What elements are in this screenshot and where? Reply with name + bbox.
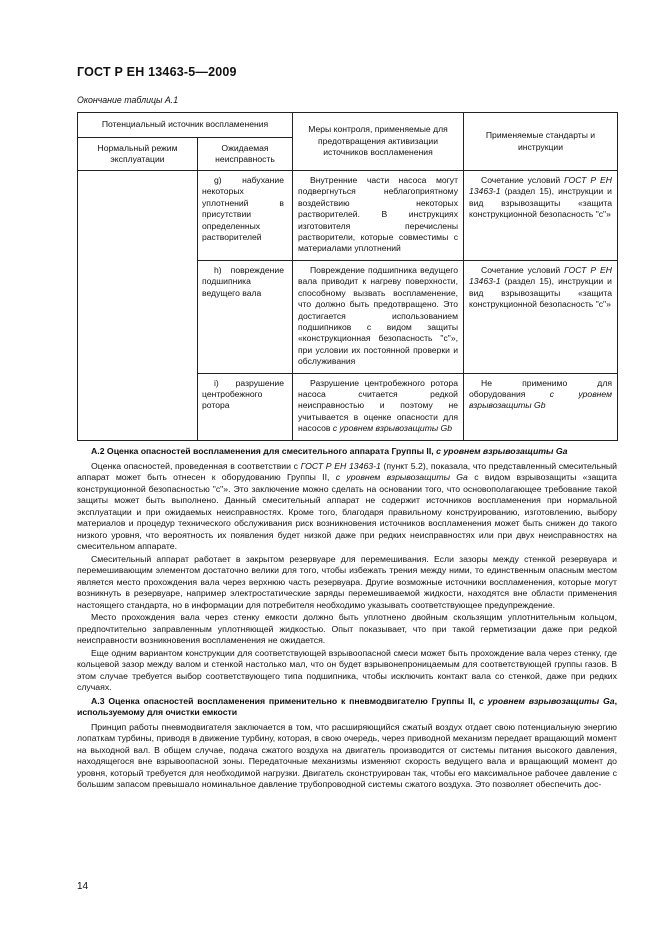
document-header: ГОСТ Р ЕН 13463-5—2009	[77, 65, 237, 79]
paragraph: Принцип работы пневмодвигателя заключается в том, что расширяющийся сжатый воздух отдает свою потенциальную энергию лопаткам турбины, приводя в движение турбину, которая, в свою очередь, через приводной механизм передает вращающий момент на выходной вал. В общем случае, подача сжатого воздуха на двигатель производится от системы питания высокого давления, находящегося вне взрывоопасной зоны. Передаточные механизмы изменяют скорость ведущего вала и вращающий момент до уровня, который требуется для необходимой нагрузки. Двигатель сконструирован так, чтобы его максимальное рабочее давление с большим запасом превышало номинальное давление трубопроводной системы сжатого воздуха. Это позволяет обеспечить дос-	[77, 721, 617, 789]
paragraph-text: с видом взрывозащиты «защита конструкционной безопасностью "с"». Это заключение можно сделать на основании того, что основополагающее требование такой защиты может быть выполнено. Данный смесительный аппарат не содержит источников воспламенения при нормальной эксплуатации и при ожидаемых неисправностях. Кроме того, благодаря правильному конструированию, изготовлению, выбору материалов и процедур технического обслуживания риск возникновения источников воспламенения может быть снижен до такого низкого уровня, что вероятность их появления будет низкой даже при редких неисправностях или при двух неисправностях на смесительном аппарате.	[77, 472, 617, 551]
standards-text: (раздел 15), инструкции и вид взрывозащиты «защита конструкционной безопасность "c"»	[469, 276, 612, 310]
paragraph: Еще одним вариантом конструкции для соответствующей взрывоопасной смеси может быть прохождение вала через стенку, где кольцевой зазор между валом и стенкой настолько мал, что он будет взрывонепроницаемым для соответствующей группы газов. В этом случае требуется выбор соответствующего типа подшипника, чтобы исключить контакт вала со стенкой, даже при редких случаях.	[77, 647, 617, 692]
paragraph	[77, 461, 617, 553]
standards-text: Сочетание условий	[481, 265, 565, 275]
section-title-italic: с уровнем взрывозащиты Ga	[479, 695, 615, 706]
paragraph-text: Оценка опасностей, проведенная в соответствии с	[91, 460, 301, 471]
table-row	[78, 171, 618, 261]
page-number: 14	[77, 881, 89, 892]
section-a2-title	[77, 446, 617, 458]
measures-cell: Внутренние части насоса могут подвергнуться неблагоприятному воздействию некоторых растворителей. В инструкциях изготовителя перечислены растворители, которые совместимы с материалами уплотнений	[293, 171, 464, 261]
standard-reference: ГОСТ Р ЕН 13463-1	[469, 175, 612, 197]
ignition-sources-table	[77, 112, 618, 441]
col-normal-mode-header: Нормальный режим эксплуатации	[78, 138, 198, 171]
paragraph: Место прохождения вала через стенку емкости должно быть уплотнено двойным скользящим уплотнительным кольцом, предпочтительно заправленным уплотняющей жидкостью. Опыт показывает, что при такой герметизации даже при редкой неисправности возникновения воспламенения не ожидается.	[77, 612, 617, 645]
col-expected-fault-header: Ожидаемая неисправность	[198, 138, 293, 171]
section-title-text: , используемому для очистки емкости	[77, 695, 617, 717]
section-title-text: А.2 Оценка опасностей воспламенения для смесительного аппарата Группы II,	[91, 446, 437, 456]
standards-italic-text: с уровнем взрывозащиты Gb	[469, 389, 612, 411]
fault-cell: g) набухание некоторых уплотнений в присутствии определенных растворителей	[198, 171, 293, 261]
document-body	[77, 446, 617, 791]
standards-cell	[464, 171, 618, 261]
normal-mode-cell	[78, 171, 198, 441]
section-a3-title	[77, 696, 617, 719]
section-title-text: А.3 Оценка опасностей воспламенения применительно к пневмодвигателю Группы II,	[91, 695, 480, 706]
standards-cell	[464, 261, 618, 374]
section-title-italic: с уровнем взрывозащиты Ga	[436, 446, 568, 456]
standard-reference: ГОСТ Р ЕН 13463-1	[300, 460, 381, 471]
measures-cell	[293, 373, 464, 440]
measures-text: Разрушение центробежного ротора насоса считается редкой неисправностью и поэтому не учитывается в оценке опасности для насосов	[298, 377, 458, 434]
col-measures-header: Меры контроля, применяемые для предотвращения активизации источников воспламенения	[293, 113, 464, 171]
table-caption: Окончание таблицы А.1	[77, 95, 179, 105]
paragraph: Смесительный аппарат работает в закрытом резервуаре для перемешивания. Если зазоры между стенкой резервуара и перемешивающим элементом достаточно велики для того, чтобы избежать трения между ними, то единственным опасным местом является место прохождения вала через верхнюю часть резервуара. Другие возможные источники воспламенения, которые могут возникнуть в резервуаре, например электростатические заряды перемешиваемой жидкости, находятся вне области применения настоящего стандарта, но в информации для потребителя необходимо указывать соответствующее предупреждение.	[77, 553, 617, 610]
measures-cell: Повреждение подшипника ведущего вала приводит к нагреву поверхности, способному вызвать воспламенение, что должно быть предотвращено. Это достигается использованием подшипников с видом защиты «конструкционная безопасность "c"», при условии их постоянной проверки и обслуживания	[293, 261, 464, 374]
col-standards-header: Применяемые стандарты и инструкции	[464, 113, 618, 171]
standards-text: Не применимо для оборудования	[469, 377, 612, 400]
paragraph-text: (пункт 5.2), показала, что представленный смесительный аппарат может быть отнесен к оборудованию Группы II,	[77, 460, 617, 482]
measures-italic-text: с уровнем взрывозащиты Gb	[332, 423, 453, 434]
standards-cell	[464, 373, 618, 440]
standards-text: Сочетание условий	[481, 175, 565, 185]
fault-cell: h) повреждение подшипника ведущего вала	[198, 261, 293, 374]
standards-text: (раздел 15), инструкции и вид взрывозащиты «защита конструкционной безопасность "c"»	[469, 186, 612, 220]
col-group-header: Потенциальный источник воспламенения	[78, 113, 293, 138]
standard-reference: ГОСТ Р ЕН 13463-1	[469, 265, 612, 287]
table-header-row	[78, 113, 618, 138]
fault-cell: i) разрушение центробежного ротора	[198, 373, 293, 440]
paragraph-italic-text: с уровнем взрывозащиты Ga	[335, 472, 468, 482]
